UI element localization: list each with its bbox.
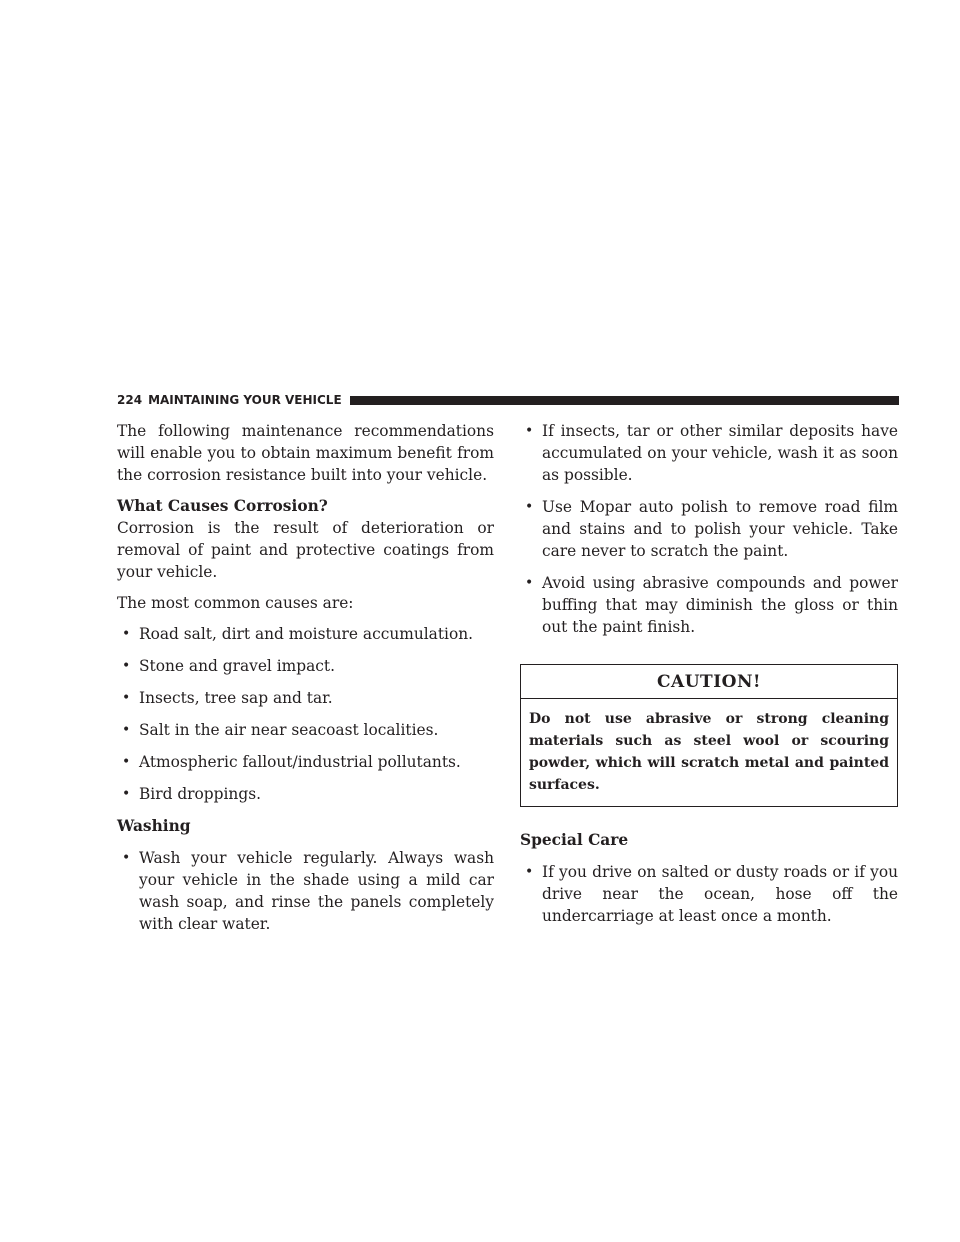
bullet-icon: • (122, 754, 131, 770)
list-item: • Road salt, dirt and moisture accumulation. (122, 625, 474, 643)
right-column (520, 420, 898, 937)
list-item: • If you drive on salted or dusty roads or if you drive near the ocean, hose off the undercarriage at least once a month. (525, 863, 898, 925)
page-header (117, 388, 899, 412)
washing-list-continued (520, 420, 898, 638)
causes-paragraph: Corrosion is the result of deterioration or removal of paint and protective coatings from your vehicle. (117, 519, 494, 581)
special-care-list (520, 861, 898, 927)
list-item: • If insects, tar or other similar deposits have accumulated on your vehicle, wash it as soon as possible. (525, 422, 898, 484)
bullet-icon: • (122, 786, 131, 802)
bullet-icon: • (122, 850, 131, 866)
page-number: 224 (117, 393, 143, 407)
bullet-icon: • (525, 499, 534, 515)
list-item: • Use Mopar auto polish to remove road film and stains and to polish your vehicle. Take care never to scratch the paint. (525, 498, 898, 560)
special-care-heading: Special Care (520, 831, 629, 849)
caution-box (520, 664, 898, 807)
list-item: • Stone and gravel impact. (122, 657, 335, 675)
bullet-icon: • (525, 864, 534, 880)
list-item: • Wash your vehicle regularly. Always wash your vehicle in the shade using a mild car wash soap, and rinse the panels completely with clear water. (122, 849, 494, 933)
caution-text: Do not use abrasive or strong cleaning materials such as steel wool or scouring powder, which will scratch metal and painted surfaces. (529, 711, 889, 793)
bullet-icon: • (122, 690, 131, 706)
list-item: • Atmospheric fallout/industrial pollutants. (122, 753, 461, 771)
bullet-icon: • (122, 626, 131, 642)
causes-heading: What Causes Corrosion? (117, 497, 328, 515)
list-item: • Salt in the air near seacoast localities. (122, 721, 439, 739)
bullet-icon: • (122, 658, 131, 674)
list-item: • Insects, tree sap and tar. (122, 689, 333, 707)
header-rule (350, 396, 899, 405)
washing-heading: Washing (117, 817, 191, 835)
bullet-icon: • (525, 575, 534, 591)
washing-list (117, 847, 494, 935)
bullet-icon: • (525, 423, 534, 439)
bullet-icon: • (122, 722, 131, 738)
left-column (117, 420, 494, 945)
intro-paragraph: The following maintenance recommendations will enable you to obtain maximum benefit from the corrosion resistance built into your vehicle. (117, 422, 494, 484)
caution-title: CAUTION! (521, 665, 897, 699)
section-title: MAINTAINING YOUR VEHICLE (148, 393, 342, 407)
list-item: • Avoid using abrasive compounds and power buffing that may diminish the gloss or thin out the paint finish. (525, 574, 898, 636)
causes-list (117, 623, 494, 805)
list-item: • Bird droppings. (122, 785, 261, 803)
common-causes-label: The most common causes are: (117, 594, 354, 612)
